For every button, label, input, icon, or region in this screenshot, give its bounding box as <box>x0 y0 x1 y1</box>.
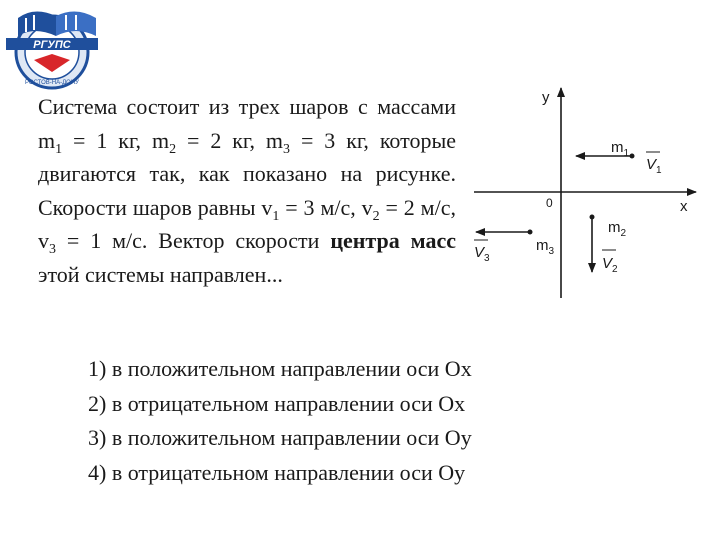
velocity-diagram <box>468 82 708 304</box>
label-v3: $V_3$ <box>474 244 490 264</box>
answer-options <box>88 352 472 490</box>
label-m2: $m_2$ <box>608 219 627 239</box>
label-v1: $V_1$ <box>646 156 662 176</box>
ball-m1 <box>630 154 635 159</box>
problem-statement: Система состоит из трех шаров с массами $m_1 = 1$ кг, $m_2 = 2$ кг, $m_3 = 3$ кг, которые двигаются так, как показано на рисунке. Скорости шаров равны $v_1 = 3$ м/с, $v_2 = 2$ м/с, $v_3 = 1$ м/с. Вектор скорости центра масс этой системы направлен... <box>38 94 457 287</box>
answer-option-1[interactable]: 1) в положительном направлении оси Ox <box>88 356 472 381</box>
x-axis-label: x <box>680 198 688 215</box>
y-axis-label: y <box>542 89 550 106</box>
answer-option-3[interactable]: 3) в положительном направлении оси Oy <box>88 425 472 450</box>
label-m1: $m_1$ <box>611 139 630 159</box>
ball-m3 <box>528 230 533 235</box>
rgups-logo <box>4 2 104 92</box>
ball-m2 <box>590 215 595 220</box>
label-v2: $V_2$ <box>602 255 618 275</box>
bold-center-of-mass: центра масс <box>330 228 457 253</box>
answer-option-2[interactable]: 2) в отрицательном направлении оси Ox <box>88 390 466 416</box>
logo-text: РГУПС <box>33 39 71 51</box>
label-m3: $m_3$ <box>536 237 555 257</box>
answer-option-4[interactable]: 4) в отрицательном направлении оси Oy <box>88 459 466 485</box>
logo-ring-text: РОСТОВ-НА-ДОНУ <box>25 80 79 86</box>
origin-label: 0 <box>546 196 553 210</box>
